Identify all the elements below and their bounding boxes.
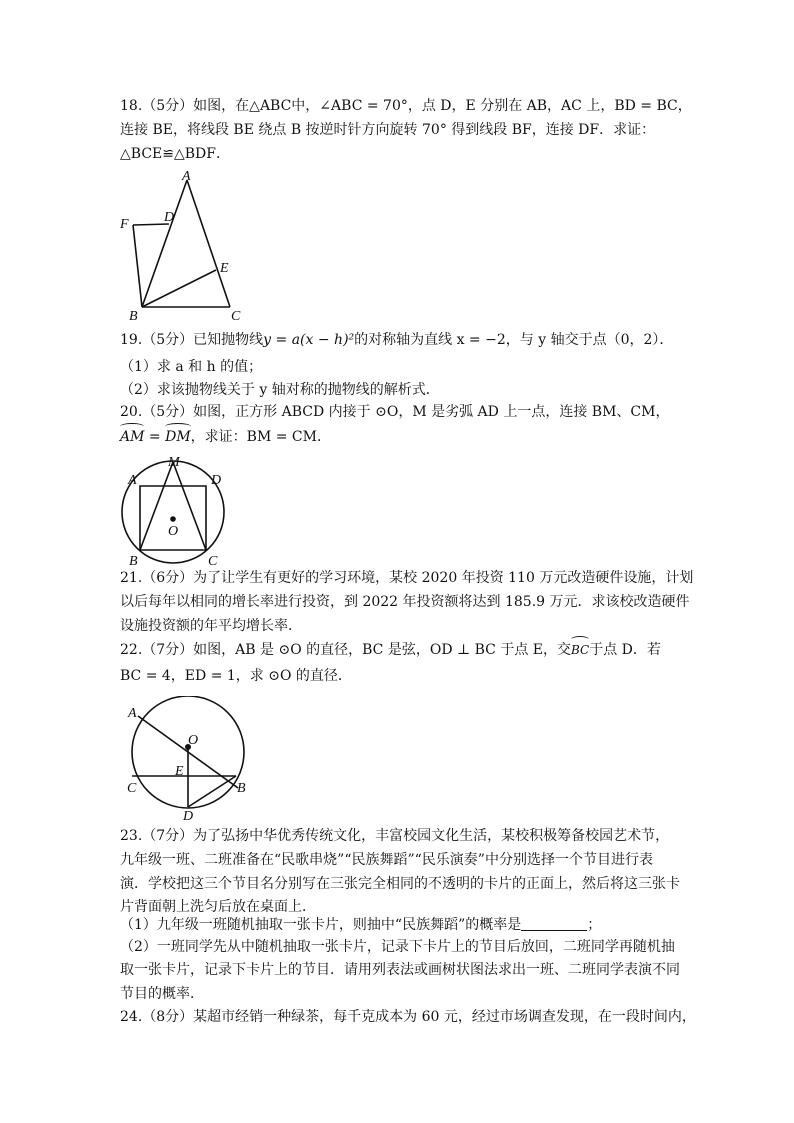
q19-sub-1: （1）求 a 和 h 的值； bbox=[120, 359, 263, 375]
q18-figure bbox=[110, 166, 250, 324]
label-o: O bbox=[168, 524, 179, 539]
q21-line-1: 21.（6分）为了让学生有更好的学习环境，某校 2020 年投资 110 万元改造硬件设施，计划 bbox=[120, 570, 694, 586]
q23-line-3: 演．学校把这三个节目名分别写在三张完全相同的不透明的卡片的正面上，然后将这三张卡 bbox=[120, 876, 680, 892]
q19-line-1a: 19.（5分）已知抛物线 bbox=[120, 332, 264, 348]
label-m: M bbox=[168, 455, 180, 470]
q20-line-2 bbox=[120, 427, 331, 447]
q22-line-1 bbox=[120, 640, 661, 660]
q22-line-1b: 于点 D．若 bbox=[589, 642, 661, 658]
label-e: E bbox=[175, 764, 184, 779]
label-b: B bbox=[129, 309, 138, 324]
label-b: B bbox=[129, 554, 138, 569]
q20-figure bbox=[110, 450, 236, 570]
label-a: A bbox=[128, 473, 137, 488]
label-a: A bbox=[182, 169, 191, 184]
label-c: C bbox=[208, 554, 218, 569]
q19-line-1b: 的对称轴为直线 x = −2，与 y 轴交于点（0，2）． bbox=[354, 332, 674, 348]
q22-line-2: BC = 4，ED = 1，求 ⊙O 的直径． bbox=[120, 668, 352, 684]
q22-arc-bc: BC bbox=[571, 640, 589, 660]
segment-ac bbox=[187, 180, 230, 307]
label-d: D bbox=[211, 473, 222, 488]
q19-formula: y = a(x − h)² bbox=[263, 332, 355, 348]
q23-sub-2c: 节目的概率． bbox=[120, 986, 204, 1002]
q22-figure bbox=[118, 696, 258, 824]
label-o: O bbox=[188, 733, 199, 748]
q18-line-3: △BCE≌△BDF． bbox=[120, 146, 230, 162]
q22-line-1a: 22.（7分）如图，AB 是 ⊙O 的直径，BC 是弦，OD ⊥ BC 于点 E，交 bbox=[120, 642, 571, 658]
center-dot bbox=[171, 517, 175, 521]
q23-sub-2b: 取一张卡片，记录下卡片上的节目．请用列表法或画树状图法求出一班、二班同学表演不同 bbox=[120, 962, 680, 978]
q23-line-2: 九年级一班、二班准备在“民歌串烧”“民族舞蹈”“民乐演奏”中分别选择一个节目进行表 bbox=[120, 852, 653, 868]
label-e: E bbox=[220, 261, 229, 276]
q23-sub-2a: （2）一班同学先从中随机抽取一张卡片，记录下卡片上的节目后放回，二班同学再随机抽 bbox=[120, 939, 675, 955]
q19-sub-2: （2）求该抛物线关于 y 轴对称的抛物线的解析式． bbox=[120, 382, 440, 398]
q21-line-2: 以后每年以相同的增长率进行投资，到 2022 年投资额将达到 185.9 万元．求该校改造硬件 bbox=[120, 594, 690, 610]
label-f: F bbox=[120, 217, 129, 232]
answer-blank[interactable] bbox=[521, 916, 587, 931]
q21-line-3: 设施投资额的年平均增长率． bbox=[120, 618, 302, 634]
q20-arc-am: AM bbox=[120, 429, 145, 445]
q24-line-1: 24.（8分）某超市经销一种绿茶，每千克成本为 60 元，经过市场调查发现，在一段时间内， bbox=[120, 1009, 696, 1025]
label-b: B bbox=[237, 781, 246, 796]
q19-line-1 bbox=[120, 330, 673, 350]
q23-sub-1b: ； bbox=[587, 917, 602, 933]
q23-line-1: 23.（7分）为了弘扬中华优秀传统文化，丰富校园文化生活，某校积极筹备校园艺术节， bbox=[120, 828, 670, 844]
label-c: C bbox=[231, 309, 241, 324]
label-d: D bbox=[164, 210, 175, 225]
label-a: A bbox=[128, 706, 137, 721]
q20-line-2b: ，求证：BM = CM． bbox=[190, 429, 331, 445]
q20-eq: = bbox=[144, 429, 166, 445]
q23-line-4: 片背面朝上洗匀后放在桌面上． bbox=[120, 899, 316, 915]
q20-arc-dm: DM bbox=[165, 429, 191, 445]
q20-line-1: 20.（5分）如图，正方形 ABCD 内接于 ⊙O，M 是劣弧 AD 上一点，连接 BM、CM， bbox=[120, 404, 670, 420]
label-c: C bbox=[127, 781, 137, 796]
segment-bf bbox=[133, 225, 142, 307]
q18-line-1: 18.（5分）如图，在△ABC中，∠ABC = 70°，点 D，E 分别在 AB，AC 上，BD = BC， bbox=[120, 98, 692, 114]
q23-sub-1a: （1）九年级一班随机抽取一张卡片，则抽中“民族舞蹈”的概率是 bbox=[120, 917, 522, 933]
q23-sub-1 bbox=[120, 915, 601, 935]
circle-o bbox=[122, 461, 224, 563]
q18-line-2: 连接 BE，将线段 BE 绕点 B 按逆时针方向旋转 70° 得到线段 BF，连接 DF．求证： bbox=[120, 122, 656, 138]
label-d: D bbox=[183, 809, 194, 824]
